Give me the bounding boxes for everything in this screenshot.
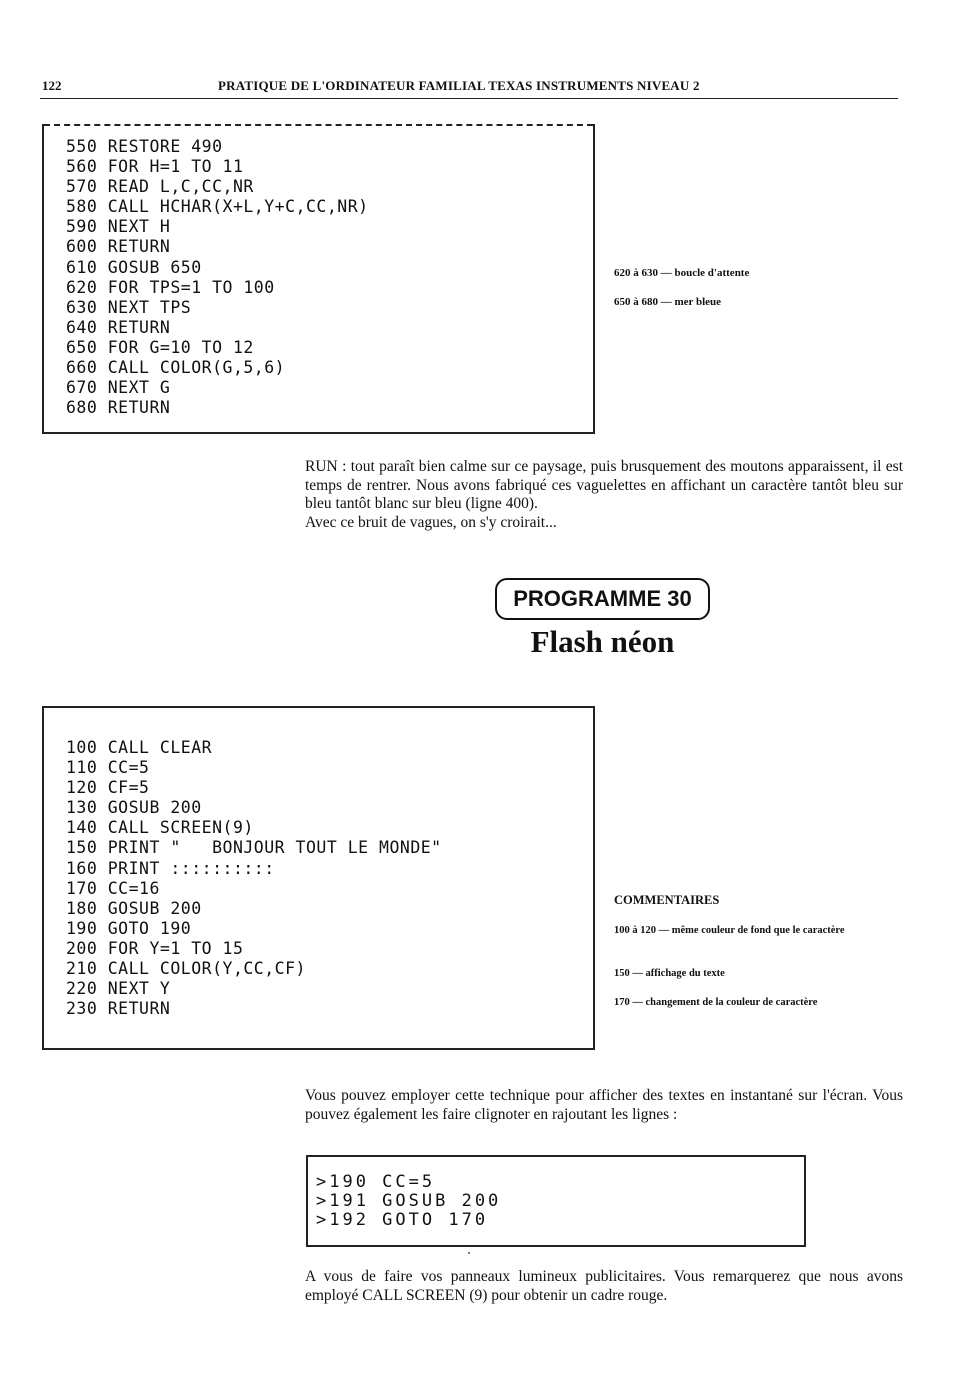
code-line: 190 GOTO 190: [66, 918, 192, 938]
code-line: 120 CF=5: [66, 778, 150, 798]
comments-heading: COMMENTAIRES: [614, 893, 720, 907]
print-speck: [468, 1252, 470, 1254]
code-line: 550 RESTORE 490: [66, 137, 223, 156]
code-line: 130 GOSUB 200: [66, 798, 202, 818]
comment-item: 170 — changement de la couleur de caractère: [614, 997, 818, 1008]
program-title: Flash néon: [530, 624, 675, 659]
code-line: >191 GOSUB 200: [316, 1191, 502, 1211]
code-line: >192 GOTO 170: [316, 1210, 489, 1230]
code-line: 170 CC=16: [66, 878, 160, 898]
code-line: 160 PRINT ::::::::::: [66, 858, 275, 878]
code-line: 110 CC=5: [66, 758, 150, 778]
margin-note: 650 à 680 — mer bleue: [614, 296, 722, 308]
code-listing-1: [42, 124, 595, 434]
code-line: 100 CALL CLEAR: [66, 738, 213, 757]
body-paragraph: RUN : tout paraît bien calme sur ce paysage, puis brusquement des moutons apparaissent, il est temps de rentrer. Nous avons fabriqué ces vaguelettes en affichant un caractère tantôt bleu sur bleu tantôt blanc sur bleu (ligne 400).: [305, 458, 903, 512]
code-line: 230 RETURN: [66, 999, 171, 1019]
code-line: 590 NEXT H: [66, 217, 171, 237]
code-line: 630 NEXT TPS: [66, 297, 192, 317]
body-paragraph: Vous pouvez employer cette technique pour afficher des textes en instantané sur l'écran. Vous pouvez également les faire clignoter en rajoutant les lignes :: [305, 1087, 903, 1123]
comment-item: 150 — affichage du texte: [614, 968, 725, 979]
running-title: PRATIQUE DE L'ORDINATEUR FAMILIAL TEXAS INSTRUMENTS NIVEAU 2: [218, 78, 700, 93]
body-paragraph: A vous de faire vos panneaux lumineux publicitaires. Vous remarquerez que nous avons employé CALL SCREEN (9) pour obtenir un cadre rouge.: [305, 1268, 903, 1304]
code-line: 620 FOR TPS=1 TO 100: [66, 277, 275, 297]
code-line: 600 RETURN: [66, 237, 171, 257]
dashed-cut-edge: [44, 124, 593, 126]
code-line: 180 GOSUB 200: [66, 898, 202, 918]
code-line: 670 NEXT G: [66, 378, 171, 398]
page-number: 122: [42, 78, 62, 93]
code-line: 560 FOR H=1 TO 11: [66, 157, 244, 177]
comment-item: 100 à 120 — même couleur de fond que le caractère: [614, 925, 845, 936]
code-line: 650 FOR G=10 TO 12: [66, 337, 254, 357]
code-line: 570 READ L,C,CC,NR: [66, 177, 254, 197]
code-line: 220 NEXT Y: [66, 979, 171, 999]
code-line: 210 CALL COLOR(Y,CC,CF): [66, 959, 306, 979]
code-line: 680 RETURN: [66, 398, 171, 418]
code-line: 580 CALL HCHAR(X+L,Y+C,CC,NR): [66, 197, 369, 217]
margin-note: 620 à 630 — boucle d'attente: [614, 267, 750, 279]
code-listing-3: [306, 1155, 806, 1247]
code-line: 640 RETURN: [66, 317, 171, 337]
code-line: 660 CALL COLOR(G,5,6): [66, 358, 286, 378]
code-line: >190 CC=5: [316, 1172, 436, 1192]
header-rule: [40, 98, 898, 99]
code-line: 150 PRINT " BONJOUR TOUT LE MONDE": [66, 838, 442, 858]
program-badge: PROGRAMME 30: [495, 578, 710, 620]
code-line: 200 FOR Y=1 TO 15: [66, 938, 244, 958]
body-paragraph-line: Avec ce bruit de vagues, on s'y croirait...: [305, 514, 557, 531]
code-line: 140 CALL SCREEN(9): [66, 818, 254, 838]
code-listing-2: [42, 706, 595, 1050]
code-line: 610 GOSUB 650: [66, 257, 202, 277]
